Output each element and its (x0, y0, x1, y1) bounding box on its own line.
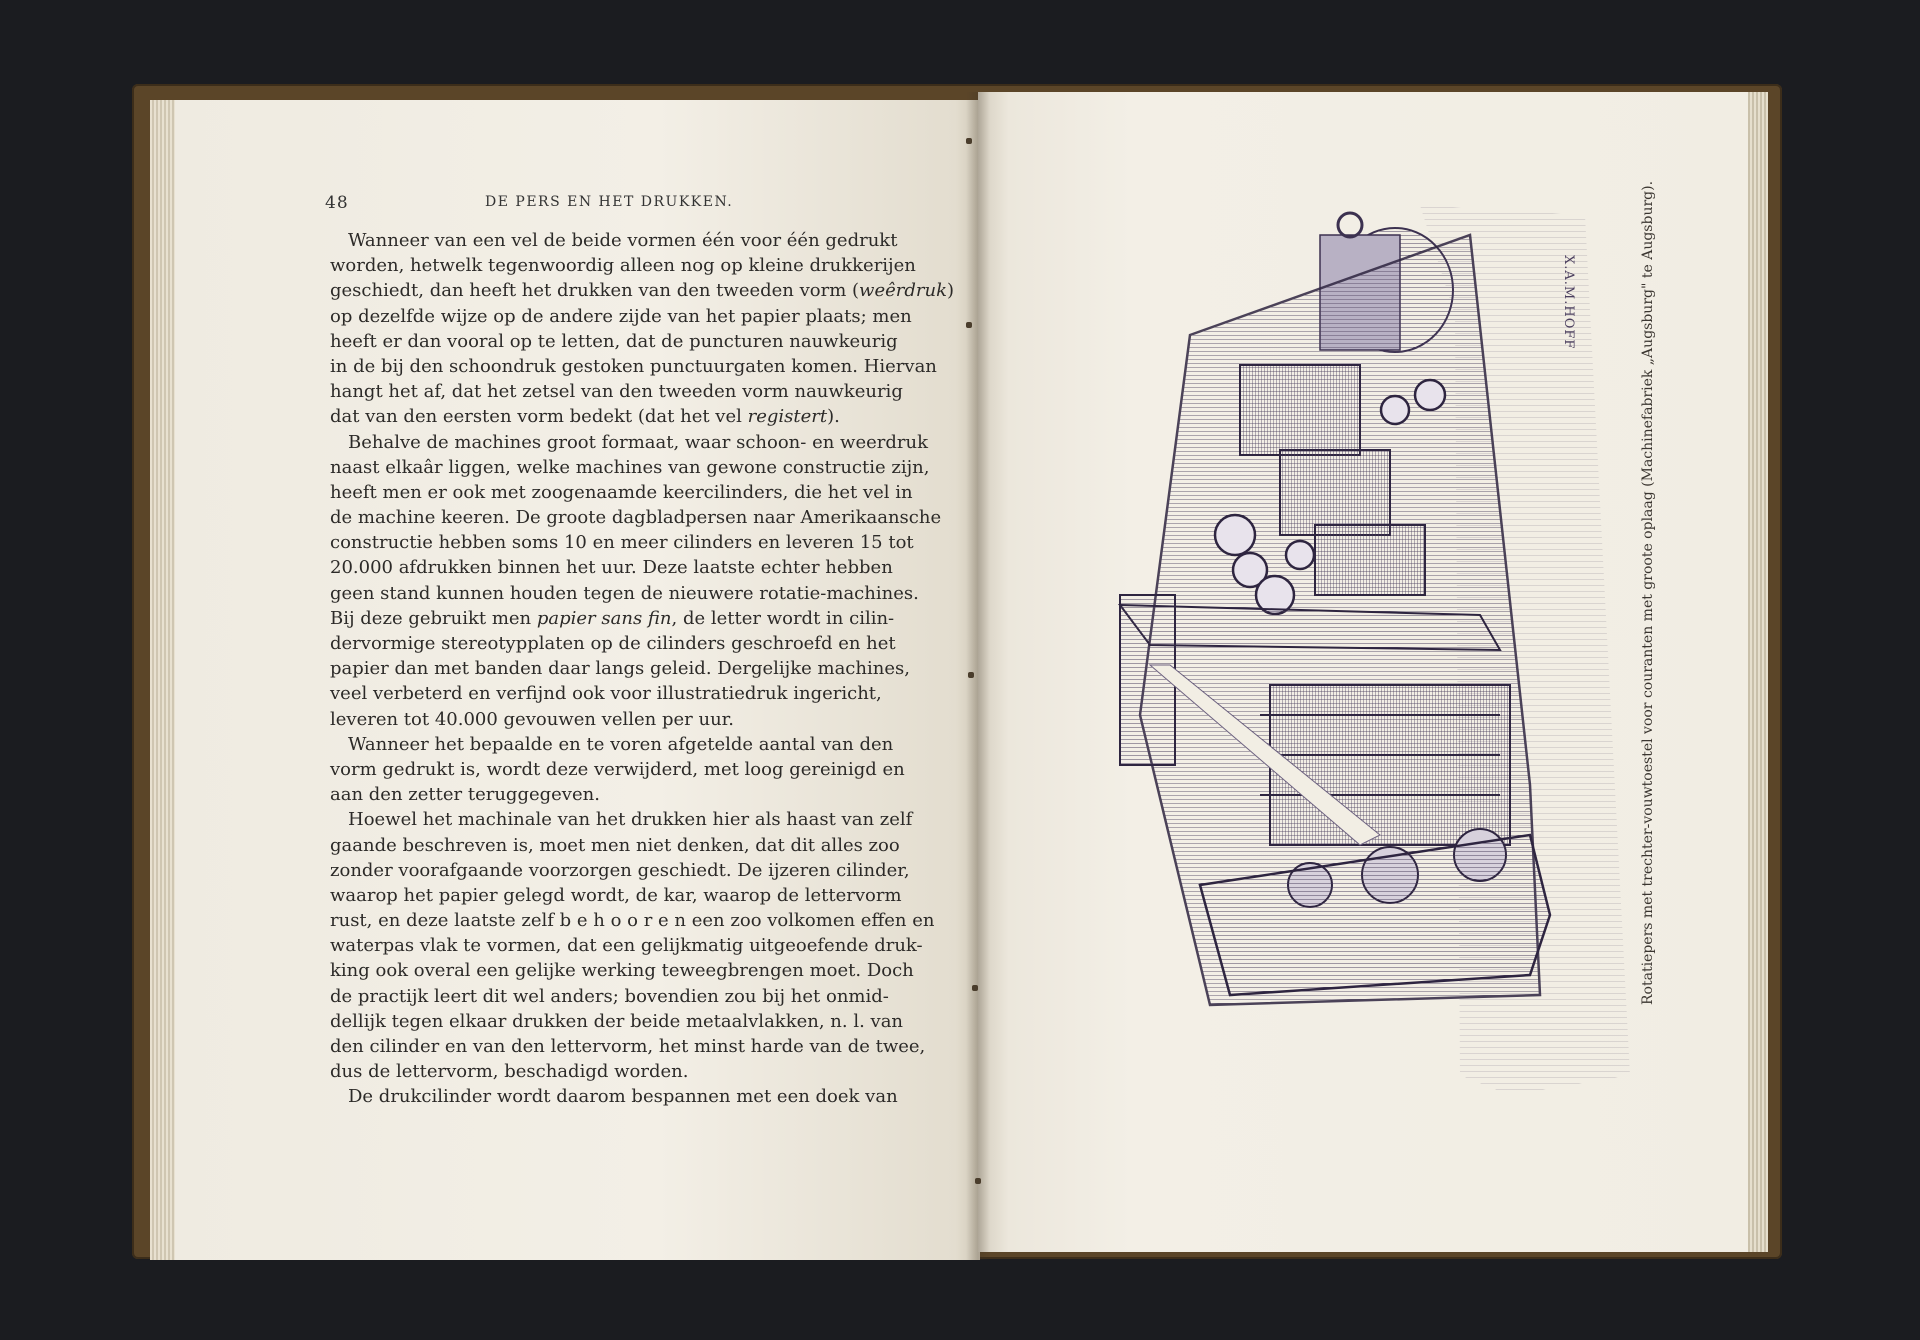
text-line (330, 555, 893, 580)
text-segment: de machine keeren. De groote dagbladpersen naar Amerikaansche (330, 507, 942, 529)
text-line (330, 984, 889, 1009)
text-segment: 20.000 afdrukken binnen het uur. Deze laatste echter hebben (330, 557, 893, 579)
text-line (330, 958, 914, 983)
italic-term: registert (747, 406, 828, 428)
text-segment: veel verbeterd en verfijnd ook voor illustratiedruk ingericht, (330, 683, 882, 705)
text-segment: den cilinder en van den lettervorm, het minst harde van de twee, (330, 1036, 926, 1057)
text-line (330, 404, 873, 429)
body-text (330, 228, 955, 1110)
text-line (330, 329, 898, 354)
italic-term: weêrdruk (859, 280, 947, 302)
text-segment: Behalve de machines groot formaat, waar schoon- en weerdruk (348, 431, 928, 453)
text-line (330, 354, 937, 379)
text-segment: rust, en deze laatste zelf b e h o o r e n een zoo volkomen effen en (330, 910, 935, 932)
running-head: DE PERS EN HET DRUKKEN. (485, 194, 734, 210)
text-line (330, 782, 873, 807)
text-segment: zonder voorafgaande voorzorgen geschiedt. De ijzeren cilinder, (330, 859, 910, 881)
text-line (330, 1009, 904, 1034)
engraving-handwheel (1338, 213, 1362, 237)
text-segment: dat van den eersten vorm bedekt (dat het vel (330, 406, 748, 428)
binding-stitch (966, 138, 972, 144)
text-line (330, 253, 916, 278)
text-line (330, 807, 913, 832)
text-line (330, 833, 900, 858)
text-segment: heeft er dan vooral op te letten, dat de puncturen nauwkeurig (330, 330, 898, 352)
text-segment: De drukcilinder wordt daarom bespannen met een doek van (348, 1086, 898, 1108)
text-line (330, 757, 905, 782)
binding-stitch (968, 672, 974, 678)
text-segment: gaande beschreven is, moet men niet denken, dat dit alles zoo (330, 834, 900, 856)
text-line (330, 606, 895, 631)
binding-stitch (975, 1178, 981, 1184)
engraver-signature: X.A.M.HOFF (1561, 255, 1576, 350)
text-line (330, 228, 898, 253)
text-segment: ) (947, 280, 955, 302)
text-segment: geschiedt, dan heeft het drukken van den tweeden vorm ( (330, 280, 860, 302)
text-segment: aan den zetter teruggegeven. (330, 784, 600, 806)
text-segment: Bij deze gebruikt men (330, 607, 537, 629)
text-line (330, 430, 928, 455)
text-segment: , de letter wordt in cilin- (671, 607, 895, 629)
text-line (330, 732, 894, 757)
text-segment: hangt het af, dat het zetsel van den tweeden vorm nauwkeurig (330, 381, 903, 403)
text-line (330, 1059, 873, 1084)
text-segment: waterpas vlak te vormen, dat een gelijkmatig uitgeoefende druk- (330, 935, 923, 957)
text-line (330, 933, 923, 958)
text-segment: Wanneer het bepaalde en te voren afgetelde aantal van den (348, 733, 894, 755)
text-segment: papier dan met banden daar langs geleid. Dergelijke machines, (330, 658, 910, 680)
text-segment: geen stand kunnen houden tegen de nieuwere rotatie-machines. (330, 582, 919, 604)
binding-stitch (972, 985, 978, 991)
text-line (330, 379, 903, 404)
text-segment: de practijk leert dit wel anders; bovendien zou bij het onmid- (330, 985, 889, 1007)
text-segment: in de bij den schoondruk gestoken punctuurgaten komen. Hiervan (330, 355, 937, 377)
plate-caption: Rotatiepers met trechter-vouwtoestel voor couranten met groote oplaag (Machinefabriek „Augsburg" te Augsburg). (1640, 180, 1656, 1005)
text-segment: leveren tot 40.000 gevouwen vellen per uur. (330, 708, 735, 730)
text-segment: dus de lettervorm, beschadigd worden. (330, 1061, 689, 1083)
text-segment: king ook overal een gelijke werking teweegbrengen moet. Doch (330, 960, 914, 982)
italic-term: papier sans fin (536, 607, 672, 629)
text-line (330, 631, 896, 656)
text-line (330, 858, 910, 883)
text-segment: heeft men er ook met zoogenaamde keercilinders, die het vel in (330, 481, 913, 503)
text-segment: Hoewel het machinale van het drukken hier als haast van zelf (348, 809, 913, 831)
text-line (330, 581, 919, 606)
text-segment: vorm gedrukt is, wordt deze verwijderd, met loog gereinigd en (330, 758, 905, 780)
text-line (330, 304, 912, 329)
text-line (330, 278, 955, 303)
text-line (330, 1034, 926, 1059)
text-segment: dellijk tegen elkaar drukken der beide metaalvlakken, n. l. van (330, 1010, 904, 1032)
engraving-cylinders (1240, 365, 1360, 455)
text-line (330, 455, 930, 480)
text-line (330, 505, 942, 530)
text-line (330, 1084, 898, 1109)
text-segment: Wanneer van een vel de beide vormen één voor één gedrukt (348, 230, 898, 251)
text-line (330, 530, 914, 555)
text-line (330, 707, 873, 732)
rotary-press-engraving (1060, 195, 1630, 1110)
text-segment: op dezelfde wijze op de andere zijde van het papier plaats; men (330, 305, 912, 327)
text-line (330, 656, 910, 681)
text-segment: ). (827, 406, 840, 428)
page-number: 48 (325, 193, 349, 213)
text-segment: worden, hetwelk tegenwoordig alleen nog op kleine drukkerijen (330, 255, 916, 277)
text-line (330, 681, 882, 706)
binding-stitch (966, 322, 972, 328)
text-segment: constructie hebben soms 10 en meer cilinders en leveren 15 tot (330, 532, 914, 554)
text-segment: naast elkaâr liggen, welke machines van gewone constructie zijn, (330, 456, 930, 478)
text-segment: waarop het papier gelegd wordt, de kar, waarop de lettervorm (330, 884, 902, 906)
text-line (330, 908, 935, 933)
text-line (330, 480, 913, 505)
text-segment: dervormige stereotypplaten op de cilinders geschroefd en het (330, 633, 896, 654)
text-line (330, 883, 902, 908)
